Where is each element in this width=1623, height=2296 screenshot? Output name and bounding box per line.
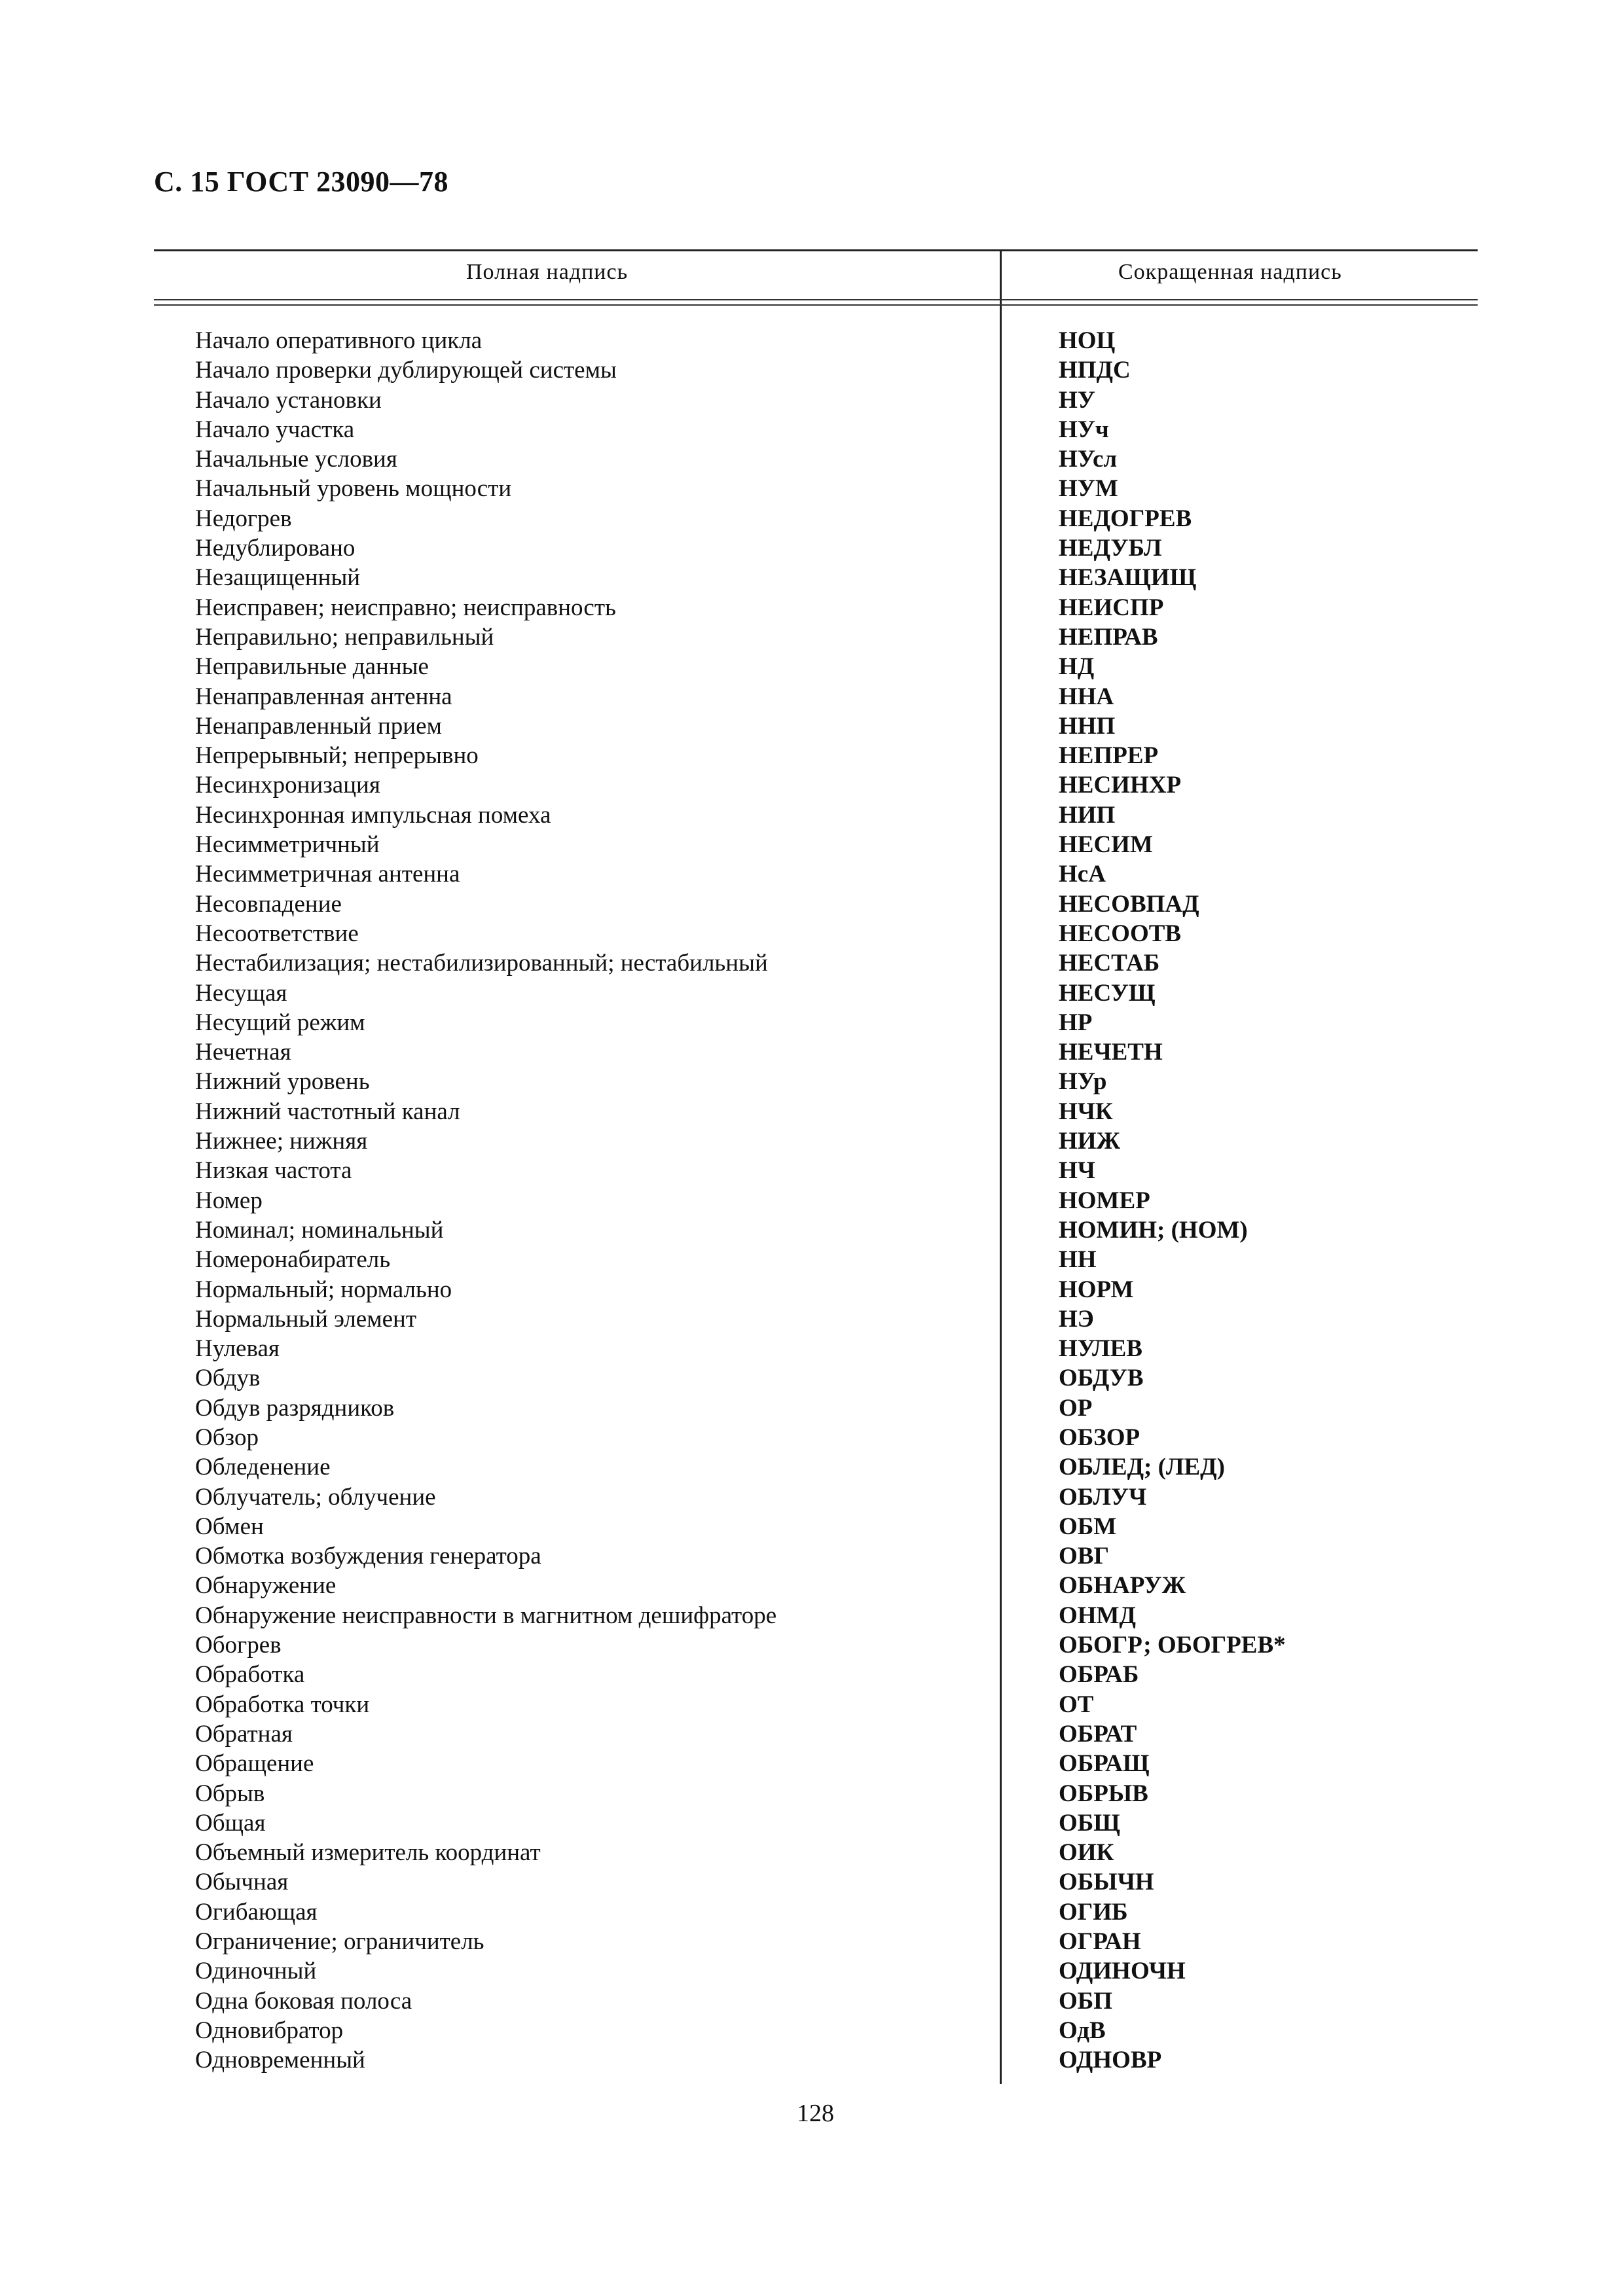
table-row xyxy=(0,741,1623,770)
abbreviated-inscription: НЕДОГРЕВ xyxy=(1059,505,1192,532)
full-inscription: Обрыв xyxy=(195,1780,265,1807)
table-row xyxy=(0,1867,1623,1897)
full-inscription: Обычная xyxy=(195,1869,289,1896)
full-inscription: Несинхронизация xyxy=(195,772,380,799)
table-row xyxy=(0,1097,1623,1126)
abbreviated-inscription: ОДНОВР xyxy=(1059,2047,1162,2074)
abbreviated-inscription: НОРМ xyxy=(1059,1276,1134,1303)
table-row xyxy=(0,326,1623,355)
abbreviated-inscription: ОНМД xyxy=(1059,1602,1136,1629)
full-inscription: Недогрев xyxy=(195,505,292,532)
table-row xyxy=(0,1927,1623,1956)
full-inscription: Непрерывный; непрерывно xyxy=(195,742,479,770)
abbreviated-inscription: ОР xyxy=(1059,1394,1093,1422)
table-row xyxy=(0,948,1623,978)
abbreviated-inscription: НЕПРАВ xyxy=(1059,623,1158,651)
full-inscription: Одновременный xyxy=(195,2047,365,2074)
full-inscription: Начальный уровень мощности xyxy=(195,475,512,503)
table-row xyxy=(0,1601,1623,1630)
abbreviated-inscription: НЕСИНХР xyxy=(1059,772,1182,799)
abbreviated-inscription: НН xyxy=(1059,1246,1097,1274)
table-row xyxy=(0,1186,1623,1215)
full-inscription: Номеронабиратель xyxy=(195,1246,391,1274)
abbreviated-inscription: ОВГ xyxy=(1059,1543,1109,1570)
abbreviated-inscription: НЕДУБЛ xyxy=(1059,535,1162,562)
full-inscription: Обращение xyxy=(195,1750,314,1778)
abbreviated-inscription: НПДС xyxy=(1059,357,1131,384)
full-inscription: Обмен xyxy=(195,1513,264,1540)
full-inscription: Огибающая xyxy=(195,1898,318,1926)
full-inscription: Низкая частота xyxy=(195,1157,352,1185)
table-row xyxy=(0,1304,1623,1334)
abbreviated-inscription: НЕСООТВ xyxy=(1059,920,1182,947)
full-inscription: Начало участка xyxy=(195,416,355,443)
table-row xyxy=(0,1660,1623,1689)
full-inscription: Незащищенный xyxy=(195,564,361,592)
table-row xyxy=(0,1571,1623,1600)
abbreviated-inscription: ННА xyxy=(1059,683,1114,710)
table-row xyxy=(0,682,1623,711)
table-row xyxy=(0,386,1623,415)
full-inscription: Ненаправленный прием xyxy=(195,712,442,740)
header-double-rule-upper xyxy=(154,299,1478,300)
header-double-rule-lower xyxy=(154,304,1478,306)
abbreviated-inscription: НУ xyxy=(1059,386,1095,414)
full-inscription: Нормальный; нормально xyxy=(195,1276,452,1303)
table-row xyxy=(0,1452,1623,1482)
abbreviated-inscription: ОБРАБ xyxy=(1059,1661,1139,1689)
abbreviated-inscription: ОБЫЧН xyxy=(1059,1869,1154,1896)
abbreviated-inscription: ОБЗОР xyxy=(1059,1424,1140,1451)
abbreviated-inscription: ОБДУВ xyxy=(1059,1365,1144,1392)
abbreviated-inscription: ОБП xyxy=(1059,1987,1113,2015)
full-inscription: Обдув xyxy=(195,1365,261,1392)
full-inscription: Одна боковая полоса xyxy=(195,1987,412,2015)
table-row xyxy=(0,800,1623,830)
table-row xyxy=(0,1156,1623,1185)
table-row xyxy=(0,533,1623,563)
abbreviated-inscription: ОБРАТ xyxy=(1059,1720,1137,1748)
table-row xyxy=(0,474,1623,503)
abbreviated-inscription: НЕЗАЩИЩ xyxy=(1059,564,1197,592)
abbreviated-inscription: НЕСТАБ xyxy=(1059,950,1160,977)
table-row xyxy=(0,770,1623,800)
full-inscription: Нормальный элемент xyxy=(195,1305,417,1333)
table-row xyxy=(0,1897,1623,1927)
full-inscription: Начало проверки дублирующей системы xyxy=(195,357,617,384)
full-inscription: Номер xyxy=(195,1187,263,1214)
abbreviated-inscription: ОДИНОЧН xyxy=(1059,1958,1186,1985)
abbreviated-inscription: НЕИСПР xyxy=(1059,594,1164,621)
table-row xyxy=(0,1245,1623,1274)
full-inscription: Одиночный xyxy=(195,1958,317,1985)
table-row xyxy=(0,563,1623,592)
table-top-rule xyxy=(154,249,1478,251)
table-row xyxy=(0,1334,1623,1363)
table-row xyxy=(0,355,1623,385)
abbreviated-inscription: НЕСУЩ xyxy=(1059,979,1156,1007)
table-row xyxy=(0,711,1623,741)
full-inscription: Нижний частотный канал xyxy=(195,1098,460,1125)
abbreviated-inscription: НИП xyxy=(1059,801,1116,829)
full-inscription: Несимметричная антенна xyxy=(195,861,460,888)
table-row xyxy=(0,1690,1623,1719)
table-row xyxy=(0,415,1623,444)
table-row xyxy=(0,1541,1623,1571)
table-row xyxy=(0,2016,1623,2045)
full-inscription: Обработка xyxy=(195,1661,305,1689)
full-inscription: Обратная xyxy=(195,1720,293,1748)
table-row xyxy=(0,622,1623,652)
full-inscription: Нестабилизация; нестабилизированный; нестабильный xyxy=(195,950,768,977)
full-inscription: Начало установки xyxy=(195,386,382,414)
full-inscription: Обдув разрядников xyxy=(195,1394,395,1422)
table-row xyxy=(0,504,1623,533)
full-inscription: Обогрев xyxy=(195,1632,282,1659)
abbreviated-inscription: ОдВ xyxy=(1059,2017,1106,2044)
table-row xyxy=(0,1067,1623,1096)
abbreviated-inscription: ОБРЫВ xyxy=(1059,1780,1148,1807)
table-row xyxy=(0,1126,1623,1156)
full-inscription: Несущий режим xyxy=(195,1009,365,1036)
page-header: С. 15 ГОСТ 23090—78 xyxy=(154,166,449,198)
table-row xyxy=(0,978,1623,1008)
full-inscription: Несинхронная импульсная помеха xyxy=(195,801,551,829)
page-number: 128 xyxy=(797,2100,834,2127)
table-row xyxy=(0,859,1623,889)
table-row xyxy=(0,1037,1623,1067)
abbreviated-inscription: НУЛЕВ xyxy=(1059,1335,1142,1363)
full-inscription: Нечетная xyxy=(195,1039,291,1066)
abbreviated-inscription: НЭ xyxy=(1059,1305,1094,1333)
abbreviated-inscription: ОГРАН xyxy=(1059,1928,1141,1956)
full-inscription: Недублировано xyxy=(195,535,356,562)
full-inscription: Неправильные данные xyxy=(195,653,429,681)
full-inscription: Обнаружение xyxy=(195,1572,337,1600)
table-row xyxy=(0,1779,1623,1808)
abbreviated-inscription: НЕЧЕТН xyxy=(1059,1039,1163,1066)
abbreviated-inscription: НЕПРЕР xyxy=(1059,742,1159,770)
table-row xyxy=(0,1512,1623,1541)
abbreviated-inscription: НЧК xyxy=(1059,1098,1113,1125)
full-inscription: Начальные условия xyxy=(195,446,397,473)
abbreviated-inscription: НУр xyxy=(1059,1068,1107,1096)
table-row xyxy=(0,889,1623,919)
table-row xyxy=(0,919,1623,948)
abbreviated-inscription: НИЖ xyxy=(1059,1128,1121,1155)
table-row xyxy=(0,1363,1623,1393)
abbreviated-inscription: ОБЛЕД; (ЛЕД) xyxy=(1059,1454,1225,1481)
abbreviated-inscription: НсА xyxy=(1059,861,1106,888)
table-row xyxy=(0,444,1623,474)
abbreviated-inscription: НЕСИМ xyxy=(1059,831,1153,859)
full-inscription: Неправильно; неправильный xyxy=(195,623,494,651)
abbreviated-inscription: НЧ xyxy=(1059,1157,1095,1185)
full-inscription: Объемный измеритель координат xyxy=(195,1839,541,1867)
abbreviated-inscription: НУсл xyxy=(1059,446,1118,473)
full-inscription: Обработка точки xyxy=(195,1691,370,1718)
table-row xyxy=(0,1956,1623,1986)
full-inscription: Обледенение xyxy=(195,1454,331,1481)
abbreviated-inscription: НД xyxy=(1059,653,1095,681)
full-inscription: Несоответствие xyxy=(195,920,359,947)
table-row xyxy=(0,1630,1623,1660)
table-row xyxy=(0,1215,1623,1245)
abbreviated-inscription: НОМЕР xyxy=(1059,1187,1150,1214)
abbreviated-inscription: ОГИБ xyxy=(1059,1898,1128,1926)
abbreviated-inscription: ОИК xyxy=(1059,1839,1114,1867)
table-row xyxy=(0,1719,1623,1749)
abbreviated-inscription: ОБМ xyxy=(1059,1513,1117,1540)
abbreviated-inscription: НУч xyxy=(1059,416,1109,443)
table-row xyxy=(0,1808,1623,1838)
table-row xyxy=(0,2045,1623,2075)
table-row xyxy=(0,593,1623,622)
full-inscription: Несовпадение xyxy=(195,890,342,918)
full-inscription: Одновибратор xyxy=(195,2017,344,2044)
table-row xyxy=(0,1008,1623,1037)
column-header-full: Полная надпись xyxy=(466,260,629,284)
full-inscription: Номинал; номинальный xyxy=(195,1216,444,1244)
full-inscription: Облучатель; облучение xyxy=(195,1483,436,1511)
abbreviated-inscription: ОБОГР; ОБОГРЕВ* xyxy=(1059,1632,1286,1659)
full-inscription: Несимметричный xyxy=(195,831,380,859)
full-inscription: Обнаружение неисправности в магнитном дешифраторе xyxy=(195,1602,777,1629)
table-row xyxy=(0,830,1623,859)
table-row xyxy=(0,1482,1623,1512)
table-row xyxy=(0,1423,1623,1452)
abbreviated-inscription: ОБРАЩ xyxy=(1059,1750,1150,1778)
abbreviated-inscription: НЕСОВПАД xyxy=(1059,890,1199,918)
table-row xyxy=(0,1838,1623,1867)
full-inscription: Нижний уровень xyxy=(195,1068,370,1096)
full-inscription: Ненаправленная антенна xyxy=(195,683,452,710)
table-row xyxy=(0,652,1623,681)
abbreviated-inscription: ОБНАРУЖ xyxy=(1059,1572,1186,1600)
abbreviated-inscription: ОБЩ xyxy=(1059,1809,1120,1837)
full-inscription: Несущая xyxy=(195,979,287,1007)
full-inscription: Общая xyxy=(195,1809,266,1837)
full-inscription: Нижнее; нижняя xyxy=(195,1128,368,1155)
abbreviated-inscription: ННП xyxy=(1059,712,1116,740)
full-inscription: Нулевая xyxy=(195,1335,280,1363)
full-inscription: Ограничение; ограничитель xyxy=(195,1928,484,1956)
full-inscription: Обзор xyxy=(195,1424,259,1451)
table-row xyxy=(0,1393,1623,1423)
abbreviated-inscription: НОМИН; (НОМ) xyxy=(1059,1216,1248,1244)
full-inscription: Неисправен; неисправно; неисправность xyxy=(195,594,616,621)
abbreviation-table-body xyxy=(0,326,1623,2075)
abbreviated-inscription: НУМ xyxy=(1059,475,1118,503)
column-header-abbreviated: Сокращенная надпись xyxy=(1118,260,1342,284)
full-inscription: Начало оперативного цикла xyxy=(195,327,483,354)
abbreviated-inscription: НОЦ xyxy=(1059,327,1116,354)
table-row xyxy=(0,1749,1623,1778)
abbreviated-inscription: ОТ xyxy=(1059,1691,1094,1718)
full-inscription: Обмотка возбуждения генератора xyxy=(195,1543,541,1570)
table-row xyxy=(0,1986,1623,2016)
abbreviated-inscription: ОБЛУЧ xyxy=(1059,1483,1147,1511)
table-row xyxy=(0,1275,1623,1304)
abbreviated-inscription: НР xyxy=(1059,1009,1093,1036)
